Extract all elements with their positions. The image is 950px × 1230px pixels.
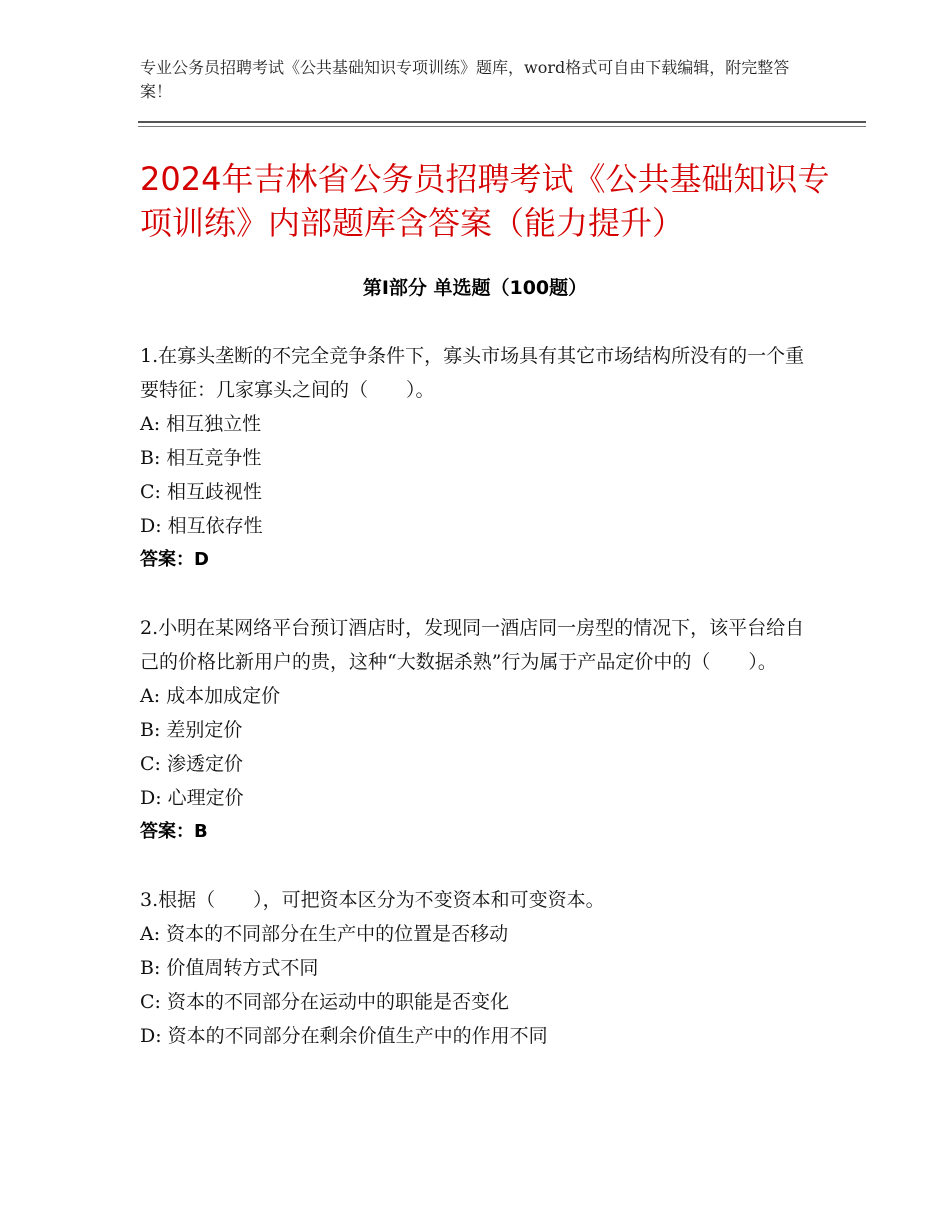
question-stem: 2.小明在某网络平台预订酒店时，发现同一酒店同一房型的情况下，该平台给自己的价格比新用户的贵，这种“大数据杀熟”行为属于产品定价中的（ ）。 — [140, 617, 805, 673]
question-2 — [140, 611, 820, 849]
option-c: C: 相互歧视性 — [140, 481, 262, 503]
section-heading: 第I部分 单选题（100题） — [362, 277, 588, 299]
option-c: C: 渗透定价 — [140, 753, 243, 775]
option-b: B: 价值周转方式不同 — [140, 957, 319, 979]
question-stem: 1.在寡头垄断的不完全竞争条件下，寡头市场具有其它市场结构所没有的一个重要特征：几家寡头之间的（ ）。 — [140, 345, 805, 401]
header-rule-thick — [138, 121, 866, 123]
option-d: D: 心理定价 — [140, 787, 244, 809]
document-title: 2024年吉林省公务员招聘考试《公共基础知识专项训练》内部题库含答案（能力提升） — [140, 160, 830, 242]
option-a: A: 成本加成定价 — [140, 685, 281, 707]
option-b: B: 相互竞争性 — [140, 447, 262, 469]
option-a: A: 资本的不同部分在生产中的位置是否移动 — [140, 923, 509, 945]
header-rule-thin — [138, 126, 866, 127]
header-note: 专业公务员招聘考试《公共基础知识专项训练》题库，word格式可自由下载编辑，附完整答案！ — [140, 58, 790, 101]
option-c: C: 资本的不同部分在运动中的职能是否变化 — [140, 991, 509, 1013]
option-d: D: 资本的不同部分在剩余价值生产中的作用不同 — [140, 1025, 548, 1047]
question-1 — [140, 339, 820, 577]
answer-line: 答案：B — [140, 821, 208, 842]
question-list — [140, 339, 820, 1087]
option-d: D: 相互依存性 — [140, 515, 263, 537]
answer-line: 答案：D — [140, 549, 209, 570]
option-b: B: 差别定价 — [140, 719, 243, 741]
option-a: A: 相互独立性 — [140, 413, 262, 435]
question-3 — [140, 883, 820, 1053]
question-stem: 3.根据（ ），可把资本区分为不变资本和可变资本。 — [140, 889, 605, 911]
